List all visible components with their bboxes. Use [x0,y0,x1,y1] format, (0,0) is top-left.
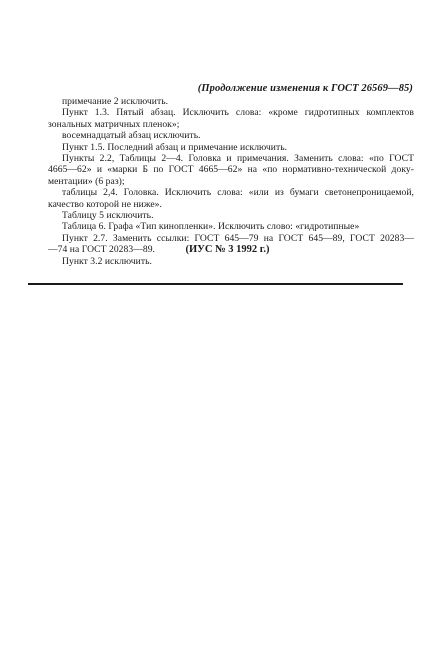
text-line: —74 на ГОСТ 20283—89. [48,244,156,256]
text-line: Таблицу 5 исключить. [62,210,154,222]
amendment-text [48,96,414,267]
text-line: Пункт 1.3. Пятый абзац. Исключить слова: «кроме гидротипных комплектов [62,107,414,119]
text-line: Пункт 2.7. Заменить ссылки: ГОСТ 645—79 на ГОСТ 645—89, ГОСТ 20283— [62,232,414,244]
divider-rule [28,283,403,285]
source-reference: (ИУС № 3 1992 г.) [185,244,270,255]
text-line: Пункты 2.2, Таблицы 2—4. Головка и примечания. Заменить слова: «по ГОСТ [62,153,414,165]
text-line: таблицы 2,4. Головка. Исключить слова: «или из бумаги светонепроницаемой, [62,187,414,199]
text-line: Пункт 1.5. Последний абзац и примечание исключить. [62,141,288,153]
text-line: Пункт 3.2 исключить. [62,255,152,267]
text-line: зональных матричных пленок»; [48,118,180,130]
text-line: восемнадцатый абзац исключить. [62,130,201,142]
text-line: качество которой не ниже». [48,198,162,210]
text-line: 4665—62» и «марки Б по ГОСТ 4665—62» на «по нормативно-технической доку- [48,164,414,176]
text-line: ментации» (6 раз); [48,175,125,187]
text-line: Таблица 6. Графа «Тип кинопленки». Исключить слово: «гидротипные» [62,221,360,233]
text-line: примечание 2 исключить. [62,96,169,107]
continuation-header: (Продолжение изменения к ГОСТ 26569—85) [197,83,413,94]
